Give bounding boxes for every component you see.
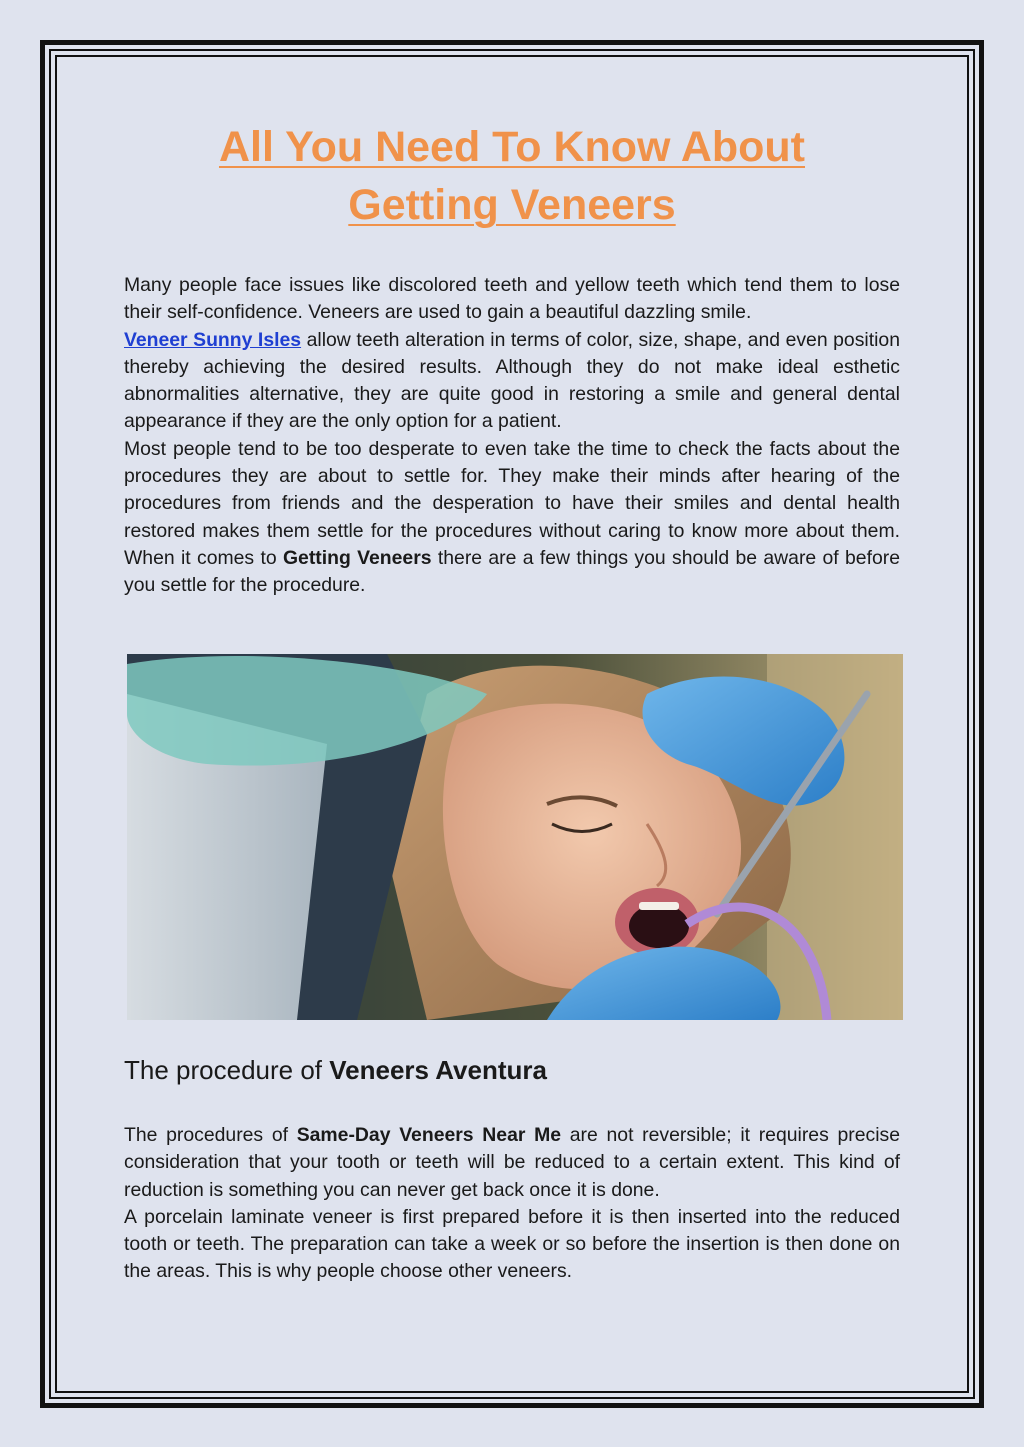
procedure-section — [124, 1052, 900, 1286]
intro-paragraph-3-text-a: Most people tend to be too desperate to even take the time to check the facts about the procedures they are about to settle for. They make their minds after hearing of the procedures from friends and the desperation to have their smiles and dental health restored makes them settle for the procedures without caring to know more about them. When it comes to — [124, 437, 900, 569]
section-heading-text: The procedure of — [124, 1055, 330, 1085]
intro-text — [124, 272, 900, 600]
veneer-sunny-isles-link[interactable]: Veneer Sunny Isles — [124, 328, 302, 351]
intro-paragraph-3-text-b: there are a few things you should be aware of before you settle for the procedure. — [124, 546, 900, 597]
section-paragraph-1 — [124, 1122, 900, 1204]
page-title — [124, 118, 900, 234]
section-paragraph-2: A porcelain laminate veneer is first prepared before it is then inserted into the reduced tooth or teeth. The preparation can take a week or so before the insertion is then done on the areas. This is why people choose other veneers. — [124, 1205, 900, 1283]
section-body — [124, 1122, 900, 1286]
intro-paragraph-3 — [124, 436, 900, 600]
intro-paragraph-1: Many people face issues like discolored teeth and yellow teeth which tend them to lose their self-confidence. Veneers are used to gain a beautiful dazzling smile. — [124, 274, 900, 324]
intro-paragraph-2-text: allow teeth alteration in terms of color, size, shape, and even position thereby achieving the desired results. Although they do not make ideal esthetic abnormalities alternative, they are quite good in restoring a smile and general dental appearance if they are the only option for a patient. — [124, 328, 900, 433]
section-heading — [124, 1052, 900, 1088]
dental-procedure-photo — [127, 654, 903, 1020]
section-paragraph-1-text-b: are not reversible; it requires precise consideration that your tooth or teeth will be reduced to a certain extent. This kind of reduction is something you can never get back once it is done. — [124, 1124, 900, 1201]
title-line-2: Getting Veneers — [348, 181, 676, 229]
section-paragraph-1-text-a: The procedures of — [124, 1124, 297, 1146]
document-page — [124, 118, 900, 1283]
section-heading-bold: Veneers Aventura — [329, 1055, 547, 1085]
title-line-1: All You Need To Know About — [218, 123, 806, 171]
intro-paragraph-2 — [124, 327, 900, 436]
same-day-veneers-bold: Same-Day Veneers Near Me — [296, 1124, 562, 1146]
getting-veneers-bold: Getting Veneers — [282, 546, 432, 569]
